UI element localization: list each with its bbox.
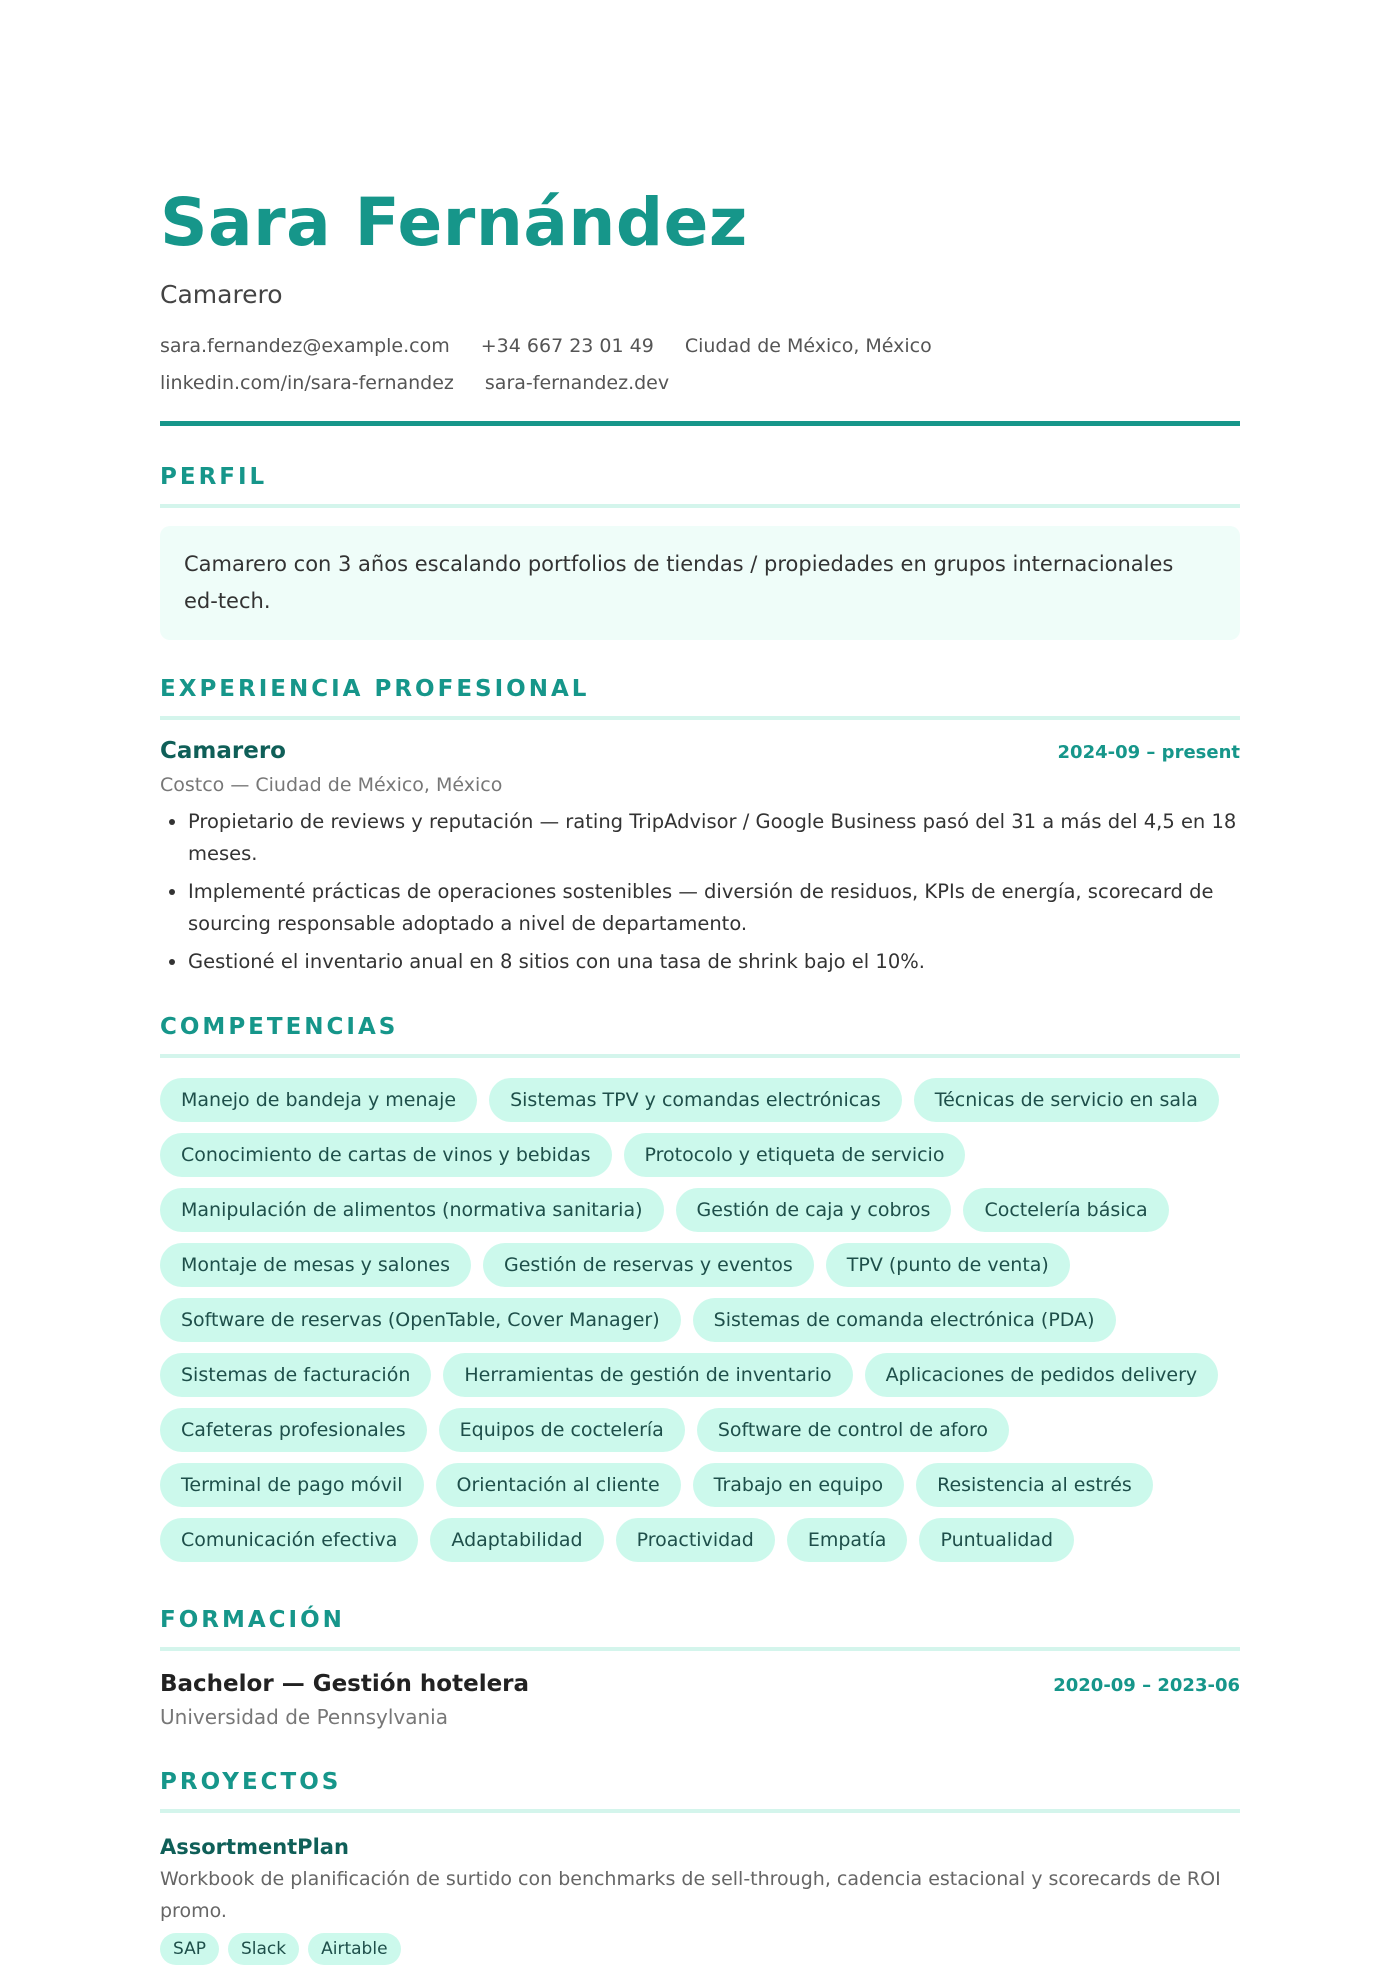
skill-chip: Trabajo en equipo: [693, 1463, 904, 1507]
section-formacion: [160, 1605, 1240, 1731]
section-divider: [160, 1647, 1240, 1651]
skill-chip: Manipulación de alimentos (normativa sanitaria): [160, 1188, 664, 1232]
skill-chip: Aplicaciones de pedidos delivery: [865, 1353, 1219, 1397]
skill-chip: Adaptabilidad: [430, 1518, 603, 1562]
section-perfil: [160, 462, 1240, 640]
skill-chip: Orientación al cliente: [436, 1463, 681, 1507]
skill-chip: Software de reservas (OpenTable, Cover Manager): [160, 1298, 681, 1342]
education-school: Universidad de Pennsylvania: [160, 1705, 448, 1729]
contact-email[interactable]: sara.fernandez@example.com: [160, 335, 450, 357]
candidate-role: Camarero: [160, 280, 283, 309]
header-divider: [160, 421, 1240, 426]
section-divider: [160, 1809, 1240, 1813]
section-title-proyectos: PROYECTOS: [160, 1769, 342, 1795]
section-title-competencias: COMPETENCIAS: [160, 1014, 399, 1040]
resume-content: [160, 178, 1240, 1965]
skill-chip: Montaje de mesas y salones: [160, 1243, 471, 1287]
job-bullet: • Propietario de reviews y reputación — rating TripAdvisor / Google Business pasó del 31 a más del 4,5 en 18 meses.: [188, 806, 1240, 870]
project-tag: Slack: [228, 1933, 299, 1965]
education-dates: 2020-09 – 2023-06: [1053, 1675, 1240, 1696]
skill-chip: Terminal de pago móvil: [160, 1463, 424, 1507]
job-bullet: • Gestioné el inventario anual en 8 sitios con una tasa de shrink bajo el 10%.: [188, 946, 1240, 978]
skill-chip: Manejo de bandeja y menaje: [160, 1078, 477, 1122]
skill-chip: Comunicación efectiva: [160, 1518, 418, 1562]
contact-location: Ciudad de México, México: [684, 335, 932, 357]
skill-chip-list: [160, 1078, 1240, 1573]
section-title-formacion: FORMACIÓN: [160, 1607, 345, 1633]
skill-chip: Proactividad: [616, 1518, 775, 1562]
profile-summary: Camarero con 3 años escalando portfolios de tiendas / propiedades en grupos internacionales ed-tech.: [160, 526, 1240, 640]
section-divider: [160, 1054, 1240, 1058]
skill-chip: Herramientas de gestión de inventario: [443, 1353, 852, 1397]
job-header: [160, 738, 1240, 764]
section-divider: [160, 504, 1240, 508]
job-dates: 2024-09 – present: [1057, 742, 1240, 763]
skill-chip: Sistemas TPV y comandas electrónicas: [489, 1078, 902, 1122]
skill-chip: Cafeteras profesionales: [160, 1408, 427, 1452]
contact-list: [160, 328, 1240, 402]
skill-chip: Equipos de coctelería: [439, 1408, 685, 1452]
skill-chip: Gestión de reservas y eventos: [483, 1243, 814, 1287]
skill-chip: Gestión de caja y cobros: [676, 1188, 952, 1232]
job-bullets: [160, 806, 1240, 978]
skill-chip: Resistencia al estrés: [916, 1463, 1153, 1507]
section-title-experiencia: EXPERIENCIA PROFESIONAL: [160, 676, 590, 702]
project-description: Workbook de planificación de surtido con benchmarks de sell-through, cadencia estacional y scorecards de ROI promo.: [160, 1868, 1221, 1922]
skill-chip: Puntualidad: [919, 1518, 1074, 1562]
education-header: [160, 1671, 1240, 1697]
project-tag: SAP: [160, 1933, 219, 1965]
skill-chip: TPV (punto de venta): [826, 1243, 1070, 1287]
skill-chip: Sistemas de facturación: [160, 1353, 431, 1397]
section-divider: [160, 716, 1240, 720]
skill-chip: Software de control de aforo: [697, 1408, 1009, 1452]
skill-chip: Coctelería básica: [963, 1188, 1168, 1232]
skill-chip: Protocolo y etiqueta de servicio: [624, 1133, 966, 1177]
skill-chip: Sistemas de comanda electrónica (PDA): [693, 1298, 1116, 1342]
skill-chip: Conocimiento de cartas de vinos y bebidas: [160, 1133, 612, 1177]
section-experiencia: [160, 674, 1240, 978]
contact-phone[interactable]: +34 667 23 01 49: [480, 335, 654, 357]
project-tag: Airtable: [308, 1933, 400, 1965]
project-tag-list: [160, 1933, 1240, 1965]
skill-chip: Empatía: [787, 1518, 908, 1562]
skill-chip: Técnicas de servicio en sala: [914, 1078, 1219, 1122]
project-name: AssortmentPlan: [160, 1835, 349, 1859]
section-title-perfil: PERFIL: [160, 464, 268, 490]
job-title: Camarero: [160, 738, 286, 764]
section-competencias: [160, 1012, 1240, 1573]
job-bullet: • Implementé prácticas de operaciones sostenibles — diversión de residuos, KPIs de energía, scorecard de sourcing responsable adoptado a nivel de departamento.: [188, 876, 1240, 940]
candidate-name: Sara Fernández: [160, 184, 748, 261]
job-company-location: Costco — Ciudad de México, México: [160, 774, 503, 796]
education-degree: Bachelor — Gestión hotelera: [160, 1671, 530, 1697]
section-proyectos: [160, 1767, 1240, 1965]
contact-linkedin[interactable]: linkedin.com/in/sara-fernandez: [160, 372, 454, 394]
contact-website[interactable]: sara-fernandez.dev: [484, 372, 670, 394]
